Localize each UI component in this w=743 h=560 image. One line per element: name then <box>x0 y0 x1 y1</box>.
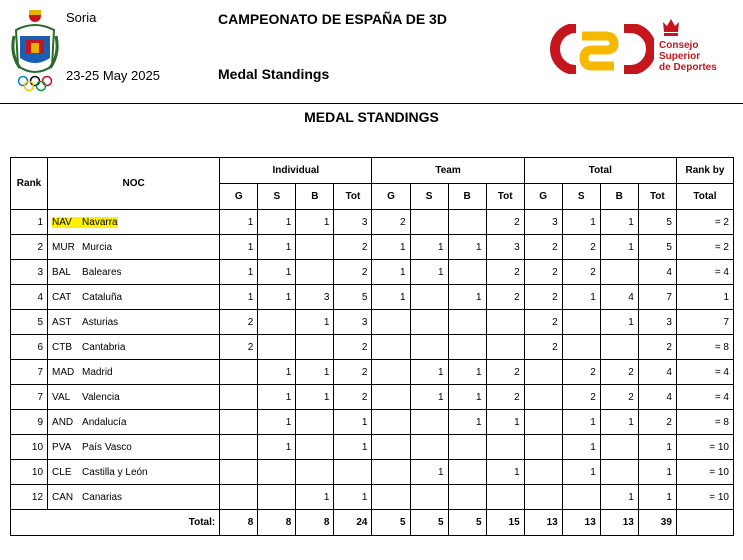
table-row <box>11 435 734 460</box>
ind-tot-cell: 2 <box>334 360 372 385</box>
rank-cell: 6 <box>11 335 48 360</box>
ind-silver-cell: 1 <box>258 235 296 260</box>
rank-by-cell: = 10 <box>676 435 733 460</box>
team-silver-cell <box>410 335 448 360</box>
team-gold-cell: 1 <box>372 260 410 285</box>
team-tot-cell: 1 <box>486 410 524 435</box>
ind-tot-cell: 1 <box>334 485 372 510</box>
team-bronze-cell <box>448 435 486 460</box>
noc-code: CAN <box>52 491 74 503</box>
bronze-header: B <box>448 184 486 210</box>
noc-highlight <box>52 442 132 453</box>
all-bronze-cell <box>600 460 638 485</box>
ind-tot-cell: 1 <box>334 410 372 435</box>
noc-cell <box>48 335 220 360</box>
team-gold-cell <box>372 410 410 435</box>
ind-bronze-cell: 1 <box>296 210 334 235</box>
all-bronze-cell: 4 <box>600 285 638 310</box>
ind-silver-cell: 1 <box>258 285 296 310</box>
noc-name: Cataluña <box>82 291 123 303</box>
ind-silver-cell: 1 <box>258 410 296 435</box>
noc-cell <box>48 485 220 510</box>
rank-cell: 9 <box>11 410 48 435</box>
noc-code: CAT <box>52 291 72 303</box>
team-bronze-cell <box>448 485 486 510</box>
csd-line: de Deportes <box>659 62 717 73</box>
ind-gold-cell: 2 <box>220 335 258 360</box>
ind-bronze-cell: 3 <box>296 285 334 310</box>
ind-tot-cell: 2 <box>334 385 372 410</box>
team-tot-cell: 2 <box>486 385 524 410</box>
all-gold-cell: 2 <box>524 260 562 285</box>
rank-cell: 12 <box>11 485 48 510</box>
ind-bronze-cell: 1 <box>296 485 334 510</box>
rank-cell: 3 <box>11 260 48 285</box>
table-header-row <box>11 158 734 184</box>
all-bronze-cell <box>600 335 638 360</box>
ind-gold-cell: 1 <box>220 260 258 285</box>
tot-header: Tot <box>486 184 524 210</box>
silver-header: S <box>258 184 296 210</box>
noc-code: AST <box>52 316 72 328</box>
team-tot-cell <box>486 435 524 460</box>
ind-gold-cell <box>220 485 258 510</box>
rank-cell: 7 <box>11 360 48 385</box>
ind-silver-cell <box>258 485 296 510</box>
noc-highlight <box>52 367 113 378</box>
ind-bronze-cell <box>296 435 334 460</box>
ind-gold-cell <box>220 360 258 385</box>
bronze-header: B <box>600 184 638 210</box>
noc-code: CLE <box>52 466 72 478</box>
team-silver-cell <box>410 210 448 235</box>
noc-highlight <box>52 417 126 428</box>
rank-by-cell: = 8 <box>676 335 733 360</box>
all-bronze-cell: 1 <box>600 235 638 260</box>
ind-silver-cell: 1 <box>258 385 296 410</box>
table-body <box>11 210 734 510</box>
team-bronze-cell: 1 <box>448 360 486 385</box>
ind-gold-cell <box>220 460 258 485</box>
table-row <box>11 235 734 260</box>
ind-silver-cell: 1 <box>258 210 296 235</box>
ind-silver-cell: 1 <box>258 260 296 285</box>
noc-name: País Vasco <box>82 441 132 453</box>
total-ind-gold: 8 <box>220 510 258 536</box>
rank-by-cell: = 4 <box>676 260 733 285</box>
team-silver-cell: 1 <box>410 235 448 260</box>
noc-header: NOC <box>48 158 220 210</box>
csd-line: Superior <box>659 51 701 62</box>
ind-bronze-cell: 1 <box>296 360 334 385</box>
ind-gold-cell <box>220 410 258 435</box>
all-silver-cell <box>562 335 600 360</box>
all-gold-cell <box>524 360 562 385</box>
rank-by-cell: = 2 <box>676 210 733 235</box>
rank-by-cell: 7 <box>676 310 733 335</box>
total-team-tot: 15 <box>486 510 524 536</box>
team-silver-cell: 1 <box>410 460 448 485</box>
team-silver-cell: 1 <box>410 260 448 285</box>
noc-cell <box>48 210 220 235</box>
csd-line: Consejo <box>659 40 699 51</box>
table-row <box>11 410 734 435</box>
rank-by-total-header: Total <box>676 184 733 210</box>
noc-highlight <box>52 342 125 353</box>
all-silver-cell: 1 <box>562 460 600 485</box>
all-silver-cell: 1 <box>562 410 600 435</box>
ind-tot-cell: 1 <box>334 435 372 460</box>
csd-wordmark <box>659 40 717 73</box>
ind-gold-cell <box>220 435 258 460</box>
soria-crest-icon <box>10 6 60 92</box>
ind-silver-cell: 1 <box>258 435 296 460</box>
noc-cell <box>48 235 220 260</box>
all-bronze-cell <box>600 435 638 460</box>
gold-header: G <box>524 184 562 210</box>
all-silver-cell: 1 <box>562 210 600 235</box>
noc-name: Cantabria <box>82 341 126 353</box>
rank-by-cell: = 2 <box>676 235 733 260</box>
noc-cell <box>48 310 220 335</box>
crown-icon <box>661 15 681 37</box>
bronze-header: B <box>296 184 334 210</box>
noc-name: Baleares <box>82 266 122 278</box>
all-tot-cell: 2 <box>638 335 676 360</box>
noc-code: AND <box>52 416 74 428</box>
noc-highlight <box>52 242 112 253</box>
rank-cell: 10 <box>11 435 48 460</box>
ind-gold-cell: 2 <box>220 310 258 335</box>
ind-tot-cell: 3 <box>334 210 372 235</box>
noc-name: Asturias <box>82 316 119 328</box>
ind-bronze-cell <box>296 460 334 485</box>
total-all-bronze: 13 <box>600 510 638 536</box>
ind-bronze-cell <box>296 235 334 260</box>
all-tot-cell: 1 <box>638 435 676 460</box>
team-gold-cell <box>372 385 410 410</box>
noc-cell <box>48 460 220 485</box>
ind-bronze-cell <box>296 260 334 285</box>
total-team-bronze: 5 <box>448 510 486 536</box>
total-ind-bronze: 8 <box>296 510 334 536</box>
team-gold-cell <box>372 310 410 335</box>
team-gold-cell: 1 <box>372 285 410 310</box>
ind-bronze-cell: 1 <box>296 385 334 410</box>
noc-name: Castilla y León <box>82 466 148 478</box>
rank-cell: 7 <box>11 385 48 410</box>
all-gold-cell <box>524 435 562 460</box>
all-gold-cell: 2 <box>524 235 562 260</box>
section-title: MEDAL STANDINGS <box>304 109 439 125</box>
rank-by-cell: = 4 <box>676 360 733 385</box>
rank-cell: 10 <box>11 460 48 485</box>
team-bronze-cell: 1 <box>448 235 486 260</box>
team-tot-cell: 1 <box>486 460 524 485</box>
all-gold-cell: 2 <box>524 310 562 335</box>
team-bronze-cell: 1 <box>448 410 486 435</box>
ind-tot-cell: 3 <box>334 310 372 335</box>
noc-name: Madrid <box>82 366 113 378</box>
table-row <box>11 485 734 510</box>
noc-highlight <box>52 492 122 503</box>
team-bronze-cell: 1 <box>448 285 486 310</box>
table-row <box>11 460 734 485</box>
team-bronze-cell <box>448 460 486 485</box>
noc-cell <box>48 410 220 435</box>
all-tot-cell: 1 <box>638 485 676 510</box>
event-location: Soria <box>66 10 97 25</box>
total-team-silver: 5 <box>410 510 448 536</box>
team-group-header: Team <box>372 158 524 184</box>
ind-silver-cell <box>258 310 296 335</box>
table-row <box>11 285 734 310</box>
team-gold-cell: 1 <box>372 235 410 260</box>
ind-silver-cell: 1 <box>258 360 296 385</box>
total-ind-tot: 24 <box>334 510 372 536</box>
all-silver-cell: 1 <box>562 435 600 460</box>
noc-name: Canarias <box>82 491 123 503</box>
team-gold-cell <box>372 435 410 460</box>
all-silver-cell: 2 <box>562 235 600 260</box>
silver-header: S <box>562 184 600 210</box>
all-tot-cell: 1 <box>638 460 676 485</box>
ind-silver-cell <box>258 460 296 485</box>
noc-code: CTB <box>52 341 73 353</box>
noc-highlight <box>52 267 121 278</box>
gold-header: G <box>372 184 410 210</box>
tot-header: Tot <box>334 184 372 210</box>
rank-by-cell: = 10 <box>676 460 733 485</box>
noc-name: Murcia <box>82 241 113 253</box>
ind-gold-cell: 1 <box>220 210 258 235</box>
team-silver-cell: 1 <box>410 360 448 385</box>
noc-highlight <box>52 292 122 303</box>
ind-silver-cell <box>258 335 296 360</box>
totals-label: Total: <box>11 510 220 536</box>
noc-highlight <box>52 217 118 228</box>
all-bronze-cell <box>600 260 638 285</box>
document-title: Medal Standings <box>218 66 330 82</box>
noc-cell <box>48 285 220 310</box>
team-tot-cell: 2 <box>486 260 524 285</box>
noc-name: Navarra <box>82 216 118 228</box>
all-bronze-cell: 1 <box>600 310 638 335</box>
team-silver-cell <box>410 310 448 335</box>
all-tot-cell: 2 <box>638 410 676 435</box>
table-row <box>11 210 734 235</box>
noc-name: Valencia <box>82 391 120 403</box>
all-bronze-cell: 2 <box>600 360 638 385</box>
csd-logo-icon <box>548 24 654 74</box>
all-silver-cell <box>562 310 600 335</box>
noc-cell <box>48 360 220 385</box>
team-gold-cell <box>372 485 410 510</box>
team-bronze-cell <box>448 260 486 285</box>
team-gold-cell <box>372 360 410 385</box>
all-silver-cell: 2 <box>562 260 600 285</box>
team-tot-cell <box>486 485 524 510</box>
team-tot-cell: 3 <box>486 235 524 260</box>
all-gold-cell: 2 <box>524 285 562 310</box>
ind-tot-cell: 5 <box>334 285 372 310</box>
ind-gold-cell: 1 <box>220 235 258 260</box>
total-all-gold: 13 <box>524 510 562 536</box>
team-tot-cell: 2 <box>486 360 524 385</box>
team-tot-cell <box>486 310 524 335</box>
rank-by-header: Rank by <box>676 158 733 184</box>
all-gold-cell <box>524 385 562 410</box>
total-team-gold: 5 <box>372 510 410 536</box>
team-bronze-cell <box>448 335 486 360</box>
table-row <box>11 260 734 285</box>
team-gold-cell <box>372 335 410 360</box>
ind-bronze-cell <box>296 335 334 360</box>
all-gold-cell <box>524 460 562 485</box>
all-tot-cell: 4 <box>638 385 676 410</box>
team-silver-cell <box>410 285 448 310</box>
noc-cell <box>48 385 220 410</box>
team-bronze-cell: 1 <box>448 385 486 410</box>
ind-bronze-cell <box>296 410 334 435</box>
tot-header: Tot <box>638 184 676 210</box>
event-dates: 23-25 May 2025 <box>66 68 160 83</box>
all-bronze-cell: 1 <box>600 410 638 435</box>
noc-highlight <box>52 317 118 328</box>
noc-name: Andalucía <box>82 416 127 428</box>
rank-by-cell: 1 <box>676 285 733 310</box>
team-tot-cell: 2 <box>486 210 524 235</box>
all-bronze-cell: 2 <box>600 385 638 410</box>
noc-code: NAV <box>52 216 72 228</box>
all-bronze-cell: 1 <box>600 485 638 510</box>
noc-code: MAD <box>52 366 75 378</box>
team-silver-cell <box>410 410 448 435</box>
ind-tot-cell: 2 <box>334 260 372 285</box>
team-silver-cell <box>410 435 448 460</box>
total-ind-silver: 8 <box>258 510 296 536</box>
team-silver-cell: 1 <box>410 385 448 410</box>
rank-by-cell: = 10 <box>676 485 733 510</box>
team-tot-cell: 2 <box>486 285 524 310</box>
all-silver-cell <box>562 485 600 510</box>
event-title: CAMPEONATO DE ESPAÑA DE 3D <box>218 11 447 27</box>
rank-by-cell: = 8 <box>676 410 733 435</box>
all-tot-cell: 4 <box>638 360 676 385</box>
all-tot-cell: 7 <box>638 285 676 310</box>
all-tot-cell: 3 <box>638 310 676 335</box>
noc-cell <box>48 435 220 460</box>
all-bronze-cell: 1 <box>600 210 638 235</box>
gold-header: G <box>220 184 258 210</box>
rank-cell: 5 <box>11 310 48 335</box>
ind-tot-cell <box>334 460 372 485</box>
ind-tot-cell: 2 <box>334 335 372 360</box>
noc-code: MUR <box>52 241 75 253</box>
all-tot-cell: 5 <box>638 235 676 260</box>
team-gold-cell: 2 <box>372 210 410 235</box>
total-rank-by-empty <box>676 510 733 536</box>
rank-cell: 4 <box>11 285 48 310</box>
all-gold-cell <box>524 485 562 510</box>
noc-highlight <box>52 467 148 478</box>
team-bronze-cell <box>448 210 486 235</box>
ind-bronze-cell: 1 <box>296 310 334 335</box>
noc-code: VAL <box>52 391 71 403</box>
silver-header: S <box>410 184 448 210</box>
team-silver-cell <box>410 485 448 510</box>
rank-cell: 2 <box>11 235 48 260</box>
all-silver-cell: 1 <box>562 285 600 310</box>
total-all-tot: 39 <box>638 510 676 536</box>
rank-header: Rank <box>11 158 48 210</box>
all-gold-cell: 3 <box>524 210 562 235</box>
table-row <box>11 360 734 385</box>
rank-cell: 1 <box>11 210 48 235</box>
all-gold-cell: 2 <box>524 335 562 360</box>
team-tot-cell <box>486 335 524 360</box>
team-bronze-cell <box>448 310 486 335</box>
individual-group-header: Individual <box>220 158 372 184</box>
medal-standings-table <box>10 157 734 536</box>
page-header <box>0 0 743 105</box>
rank-by-cell: = 4 <box>676 385 733 410</box>
total-group-header: Total <box>524 158 676 184</box>
table-row <box>11 335 734 360</box>
table-row <box>11 385 734 410</box>
ind-gold-cell <box>220 385 258 410</box>
all-silver-cell: 2 <box>562 385 600 410</box>
noc-code: BAL <box>52 266 71 278</box>
ind-gold-cell: 1 <box>220 285 258 310</box>
totals-row <box>11 510 734 536</box>
noc-code: PVA <box>52 441 72 453</box>
team-gold-cell <box>372 460 410 485</box>
all-tot-cell: 4 <box>638 260 676 285</box>
header-divider <box>0 103 743 104</box>
all-silver-cell: 2 <box>562 360 600 385</box>
noc-cell <box>48 260 220 285</box>
ind-tot-cell: 2 <box>334 235 372 260</box>
total-all-silver: 13 <box>562 510 600 536</box>
noc-highlight <box>52 392 120 403</box>
all-gold-cell <box>524 410 562 435</box>
all-tot-cell: 5 <box>638 210 676 235</box>
table-row <box>11 310 734 335</box>
